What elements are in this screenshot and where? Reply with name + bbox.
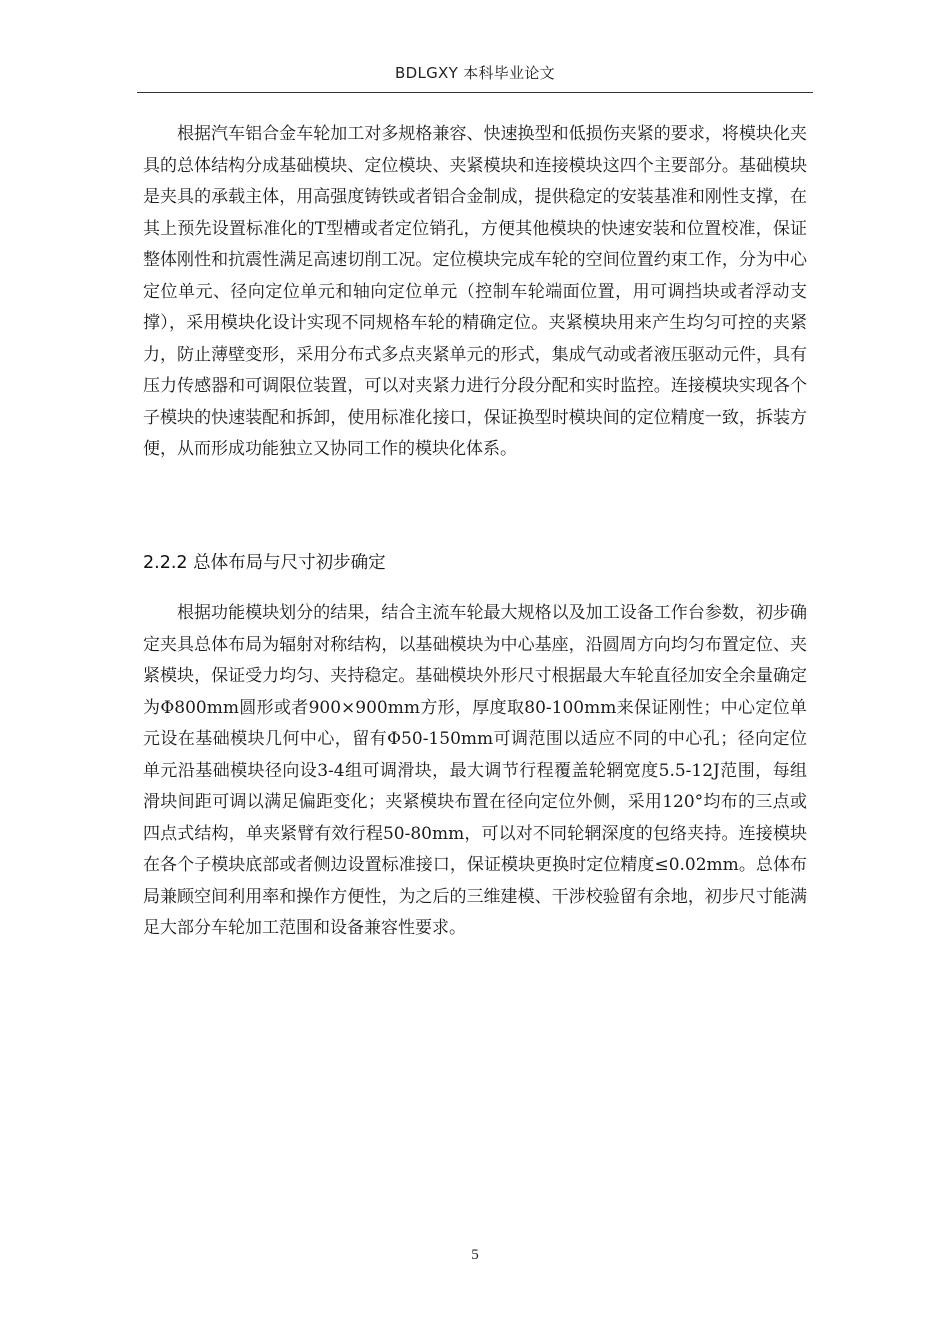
body-paragraph-modular-structure: 根据汽车铝合金车轮加工对多规格兼容、快速换型和低损伤夹紧的要求，将模块化夹具的总体结构分成基础模块、定位模块、夹紧模块和连接模块这四个主要部分。基础模块是夹具的承载主体，用高强度铸铁或者铝合金制成，提供稳定的安装基准和刚性支撑，在其上预先设置标准化的T型槽或者定位销孔，方便其他模块的快速安装和位置校准，保证整体刚性和抗震性满足高速切削工况。定位模块完成车轮的空间位置约束工作，分为中心定位单元、径向定位单元和轴向定位单元（控制车轮端面位置，用可调挡块或者浮动支撑），采用模块化设计实现不同规格车轮的精确定位。夹紧模块用来产生均匀可控的夹紧力，防止薄壁变形，采用分布式多点夹紧单元的形式，集成气动或者液压驱动元件，具有压力传感器和可调限位装置，可以对夹紧力进行分段分配和实时监控。连接模块实现各个子模块的快速装配和拆卸，使用标准化接口，保证换型时模块间的定位精度一致，拆装方便，从而形成功能独立又协同工作的模块化体系。 [143, 124, 807, 459]
header-divider [137, 92, 813, 93]
page-header: BDLGXY 本科毕业论文 [395, 64, 555, 82]
page-number: 5 [471, 1247, 479, 1263]
body-paragraph-layout-dimensions: 根据功能模块划分的结果，结合主流车轮最大规格以及加工设备工作台参数，初步确定夹具总体布局为辐射对称结构，以基础模块为中心基座，沿圆周方向均匀布置定位、夹紧模块，保证受力均匀、夹持稳定。基础模块外形尺寸根据最大车轮直径加安全余量确定为Φ800mm圆形或者900×900mm方形，厚度取80-100mm来保证刚性；中心定位单元设在基础模块几何中心，留有Φ50-150mm可调范围以适应不同的中心孔；径向定位单元沿基础模块径向设3-4组可调滑块，最大调节行程覆盖轮辋宽度5.5-12J范围，每组滑块间距可调以满足偏距变化；夹紧模块布置在径向定位外侧，采用120°均布的三点或四点式结构，单夹紧臂有效行程50-80mm，可以对不同轮辋深度的包络夹持。连接模块在各个子模块底部或者侧边设置标准接口，保证模块更换时定位精度≤0.02mm。总体布局兼顾空间利用率和操作方便性，为之后的三维建模、干涉校验留有余地，初步尺寸能满足大部分车轮加工范围和设备兼容性要求。 [143, 603, 807, 938]
section-heading: 2.2.2 总体布局与尺寸初步确定 [143, 553, 386, 573]
